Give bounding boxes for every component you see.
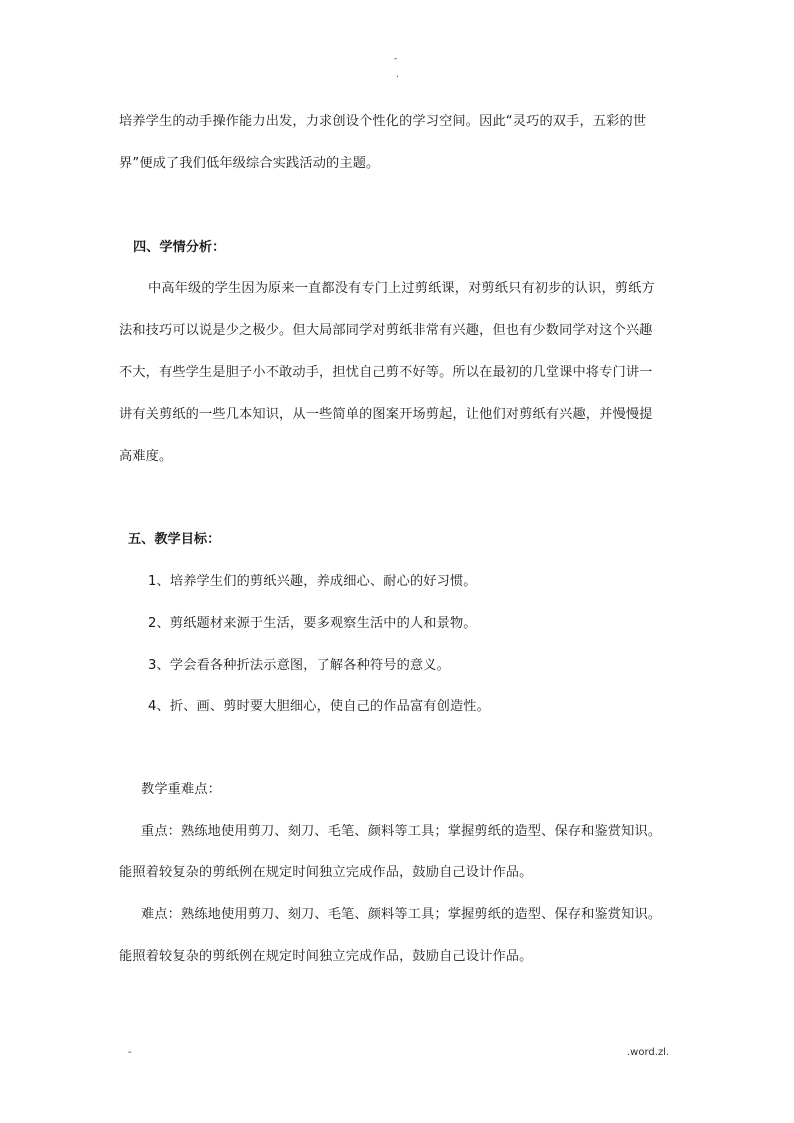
footer-left-mark: - — [128, 1047, 132, 1058]
section4-heading: 四、学情分析： — [133, 240, 226, 255]
section4-line-2: 法和技巧可以说是少之极少。但大局部同学对剪纸非常有兴趣，但也有少数同学对这个兴趣 — [119, 323, 653, 338]
section4-line-4: 讲有关剪纸的一些几本知识，从一些简单的图案开场剪起，让他们对剪纸有兴趣，并慢慢提 — [119, 407, 653, 422]
section4-line-1: 中高年级的学生因为原来一直都没有专门上过剪纸课，对剪纸只有初步的认识，剪纸方 — [148, 281, 655, 296]
objective-item-1: 1、培养学生们的剪纸兴趣，养成细心、耐心的好习惯。 — [148, 574, 477, 589]
section4-line-3: 不大，有些学生是胆子小不敢动手，担忧自己剪不好等。所以在最初的几堂课中将专门讲一 — [119, 365, 653, 380]
objective-item-3: 3、学会看各种折法示意图，了解各种符号的意义。 — [148, 658, 450, 673]
hard-point-line-2: 能照着较复杂的剪纸例在规定时间独立完成作品，鼓励自己设计作品。 — [119, 949, 533, 964]
key-point-line-2: 能照着较复杂的剪纸例在规定时间独立完成作品，鼓励自己设计作品。 — [119, 865, 533, 880]
footer-right-text: .word.zl. — [627, 1047, 670, 1058]
section4-line-5: 高难度。 — [119, 449, 173, 464]
difficulty-title: 教学重难点： — [141, 782, 222, 797]
header-mark-bottom: . — [396, 70, 399, 80]
key-point-line-1: 重点：熟练地使用剪刀、刻刀、毛笔、颜料等工具；掌握剪纸的造型、保存和鉴赏知识。 — [141, 824, 662, 839]
objective-item-2: 2、剪纸题材来源于生活，要多观察生活中的人和景物。 — [148, 616, 477, 631]
intro-line-2: 界”便成了我们低年级综合实践活动的主题。 — [119, 156, 380, 171]
hard-point-line-1: 难点：熟练地使用剪刀、刻刀、毛笔、颜料等工具；掌握剪纸的造型、保存和鉴赏知识。 — [141, 907, 662, 922]
intro-line-1: 培养学生的动手操作能力出发，力求创设个性化的学习空间。因此“灵巧的双手，五彩的世 — [119, 114, 647, 129]
header-mark-top: - — [394, 54, 398, 64]
section5-heading: 五、教学目标： — [128, 532, 221, 547]
objective-item-4: 4、折、画、剪时要大胆细心，使自己的作品富有创造性。 — [148, 699, 490, 714]
